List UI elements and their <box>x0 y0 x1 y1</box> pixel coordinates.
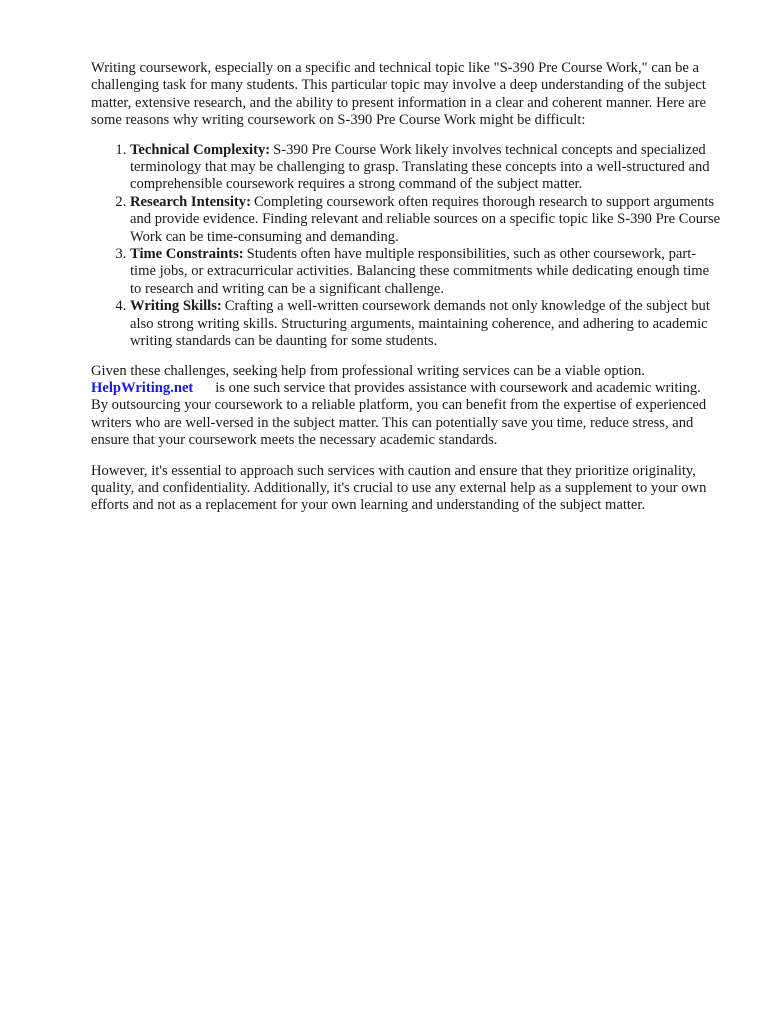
intro-paragraph: Writing coursework, especially on a specific and technical topic like "S-390 Pre Course Work," can be a challenging task for many students. This particular topic may involve a deep understanding of the subject matter, extensive research, and the ability to present information in a clear and coherent manner. Here are some reasons why writing coursework on S-390 Pre Course Work might be difficult: <box>91 60 706 129</box>
reason-text: Completing coursework often requires thorough research to support arguments and provide evidence. Finding relevant and reliable sources on a specific topic like S-390 Pre Course Work can be time-consuming and demanding. <box>130 193 721 245</box>
caution-paragraph: However, it's essential to approach such services with caution and ensure that they prioritize originality, quality, and confidentiality. Additionally, it's crucial to use any external help as a supplement to your own efforts and not as a replacement for your own learning and understanding of the subject matter. <box>91 462 707 514</box>
list-item <box>130 246 721 298</box>
services-intro-text: Given these challenges, seeking help from professional writing services can be a viable option. <box>91 362 645 379</box>
list-item <box>130 194 721 246</box>
helpwriting-link[interactable]: HelpWriting.net <box>91 379 194 396</box>
reason-term: Research Intensity: <box>130 193 251 210</box>
reason-text: Students often have multiple responsibilities, such as other coursework, part-time jobs, or extracurricular activities. Balancing these commitments while dedicating enough time to research and writing can be a significant challenge. <box>130 246 710 297</box>
services-paragraph <box>91 363 721 450</box>
reason-text: Crafting a well-written coursework demands not only knowledge of the subject but also strong writing skills. Structuring arguments, maintaining coherence, and adhering to academic writing standards can be daunting for some students. <box>130 298 710 350</box>
reason-term: Time Constraints: <box>130 246 244 263</box>
services-body-text: is one such service that provides assistance with coursework and academic writing. By outsourcing your coursework to a reliable platform, you can benefit from the expertise of experienced writers who are well-versed in the subject matter. This can potentially save you time, reduce stress, and ensure that your coursework meets the necessary academic standards. <box>91 379 707 449</box>
list-item <box>130 298 721 350</box>
reason-term: Writing Skills: <box>130 298 222 315</box>
reason-term: Technical Complexity: <box>130 141 271 158</box>
reasons-list <box>91 142 721 351</box>
reason-text: S-390 Pre Course Work likely involves technical concepts and specialized terminology that may be challenging to grasp. Translating these concepts into a well-structured and comprehensible coursework requires a strong command of the subject matter. <box>130 141 710 193</box>
list-item <box>130 142 721 194</box>
document-page <box>91 60 721 515</box>
